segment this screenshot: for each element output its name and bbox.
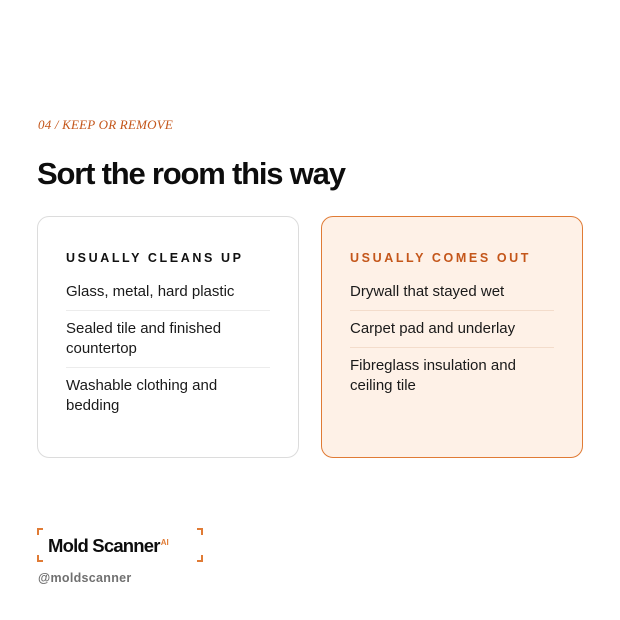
brand-logo	[37, 528, 203, 562]
logo-frame-corner	[197, 555, 203, 562]
keep-item: Washable clothing and bedding	[66, 377, 218, 414]
social-handle: @moldscanner	[38, 571, 132, 585]
remove-item: Carpet pad and underlay	[350, 317, 554, 348]
brand-name	[48, 535, 169, 557]
keep-card	[37, 216, 299, 458]
remove-item: Drywall that stayed wet	[350, 280, 554, 311]
logo-frame-corner	[197, 528, 203, 535]
keep-card-heading: USUALLY CLEANS UP	[66, 251, 244, 265]
page-title: Sort the room this way	[37, 156, 345, 191]
keep-item: Sealed tile and finished countertop	[66, 317, 270, 368]
remove-item: Fibreglass insulation and ceiling tile	[350, 357, 516, 394]
brand-ai-badge: AI	[160, 537, 169, 547]
logo-frame-corner	[37, 555, 43, 562]
brand-name-text: Mold Scanner	[48, 535, 160, 556]
remove-card	[321, 216, 583, 458]
remove-card-heading: USUALLY COMES OUT	[350, 251, 532, 265]
logo-frame-corner	[37, 528, 43, 535]
keep-item: Glass, metal, hard plastic	[66, 280, 270, 311]
section-eyebrow: 04 / KEEP OR REMOVE	[38, 117, 173, 132]
